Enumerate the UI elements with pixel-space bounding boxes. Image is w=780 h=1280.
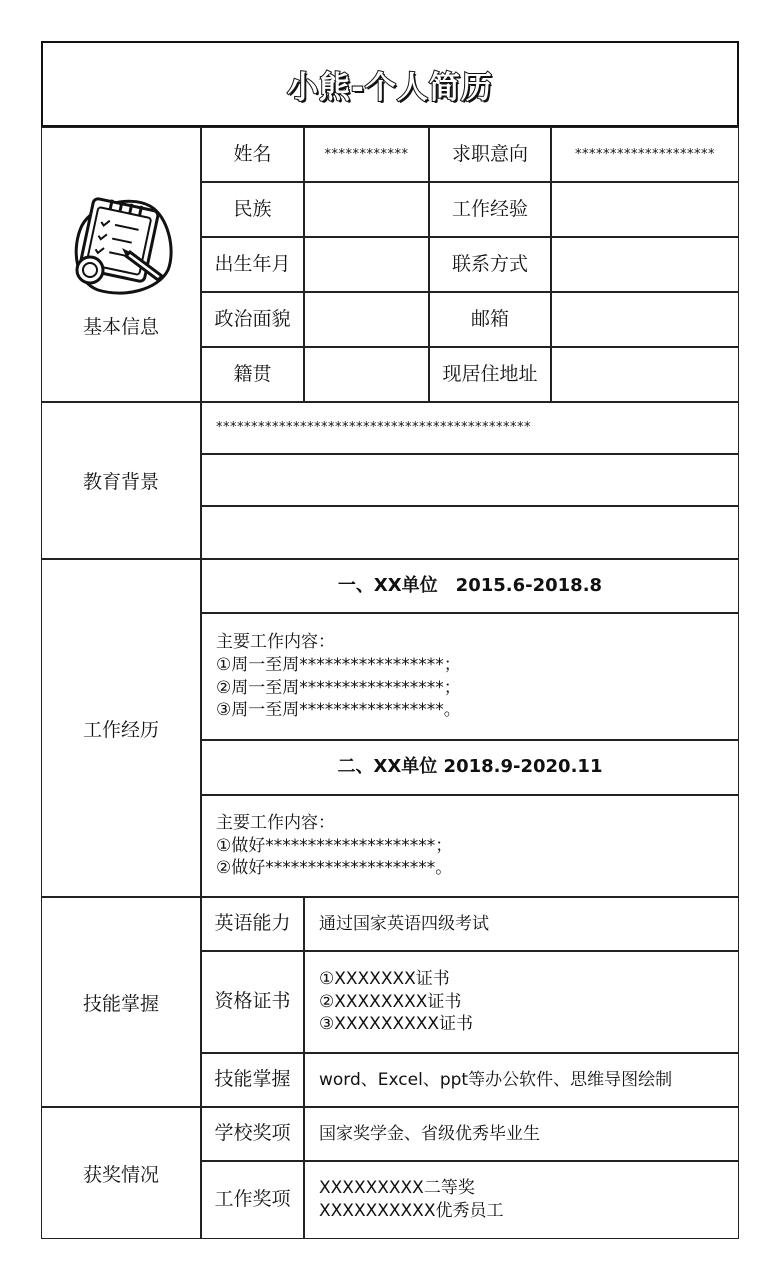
- political-status-value: [304, 292, 429, 347]
- address-label: 现居住地址: [429, 347, 551, 402]
- email-value: [551, 292, 739, 347]
- award-line: 国家奖学金、省级优秀毕业生: [319, 1123, 540, 1144]
- job-intention-label: 求职意向: [429, 127, 551, 182]
- work-history-label: 工作经历: [41, 559, 201, 897]
- name-label: 姓名: [201, 127, 304, 182]
- duty-line: 主要工作内容：: [216, 631, 335, 652]
- job-1-duties: [201, 613, 739, 740]
- duty-line: ②周一至周*****************；: [216, 677, 461, 698]
- certificates-value: [304, 951, 739, 1053]
- birth-date-label: 出生年月: [201, 237, 304, 292]
- contact-value: [551, 237, 739, 292]
- clipboard-checklist-icon: [66, 190, 176, 300]
- education-label: 教育背景: [41, 402, 201, 559]
- contact-label: 联系方式: [429, 237, 551, 292]
- job-1-header: 一、XX单位 2015.6-2018.8: [201, 559, 739, 613]
- job-2-duties: [201, 795, 739, 897]
- ethnicity-label: 民族: [201, 182, 304, 237]
- award-line: XXXXXXXXX二等奖: [319, 1178, 475, 1199]
- certificates-label: 资格证书: [201, 951, 304, 1053]
- duty-line: ②做好********************。: [216, 858, 453, 879]
- skill-line: word、Excel、ppt等办公软件、思维导图绘制: [319, 1069, 673, 1090]
- work-experience-value: [551, 182, 739, 237]
- job-2-header: 二、XX单位 2018.9-2020.11: [201, 740, 739, 795]
- skill-line: 通过国家英语四级考试: [319, 913, 489, 934]
- duty-line: ①周一至周*****************；: [216, 654, 461, 675]
- duty-line: ①做好********************；: [216, 835, 453, 856]
- work-awards-label: 工作奖项: [201, 1161, 304, 1239]
- certificate-line: ③XXXXXXXXX证书: [319, 1014, 474, 1035]
- certificate-line: ①XXXXXXX证书: [319, 968, 450, 989]
- birth-date-value: [304, 237, 429, 292]
- english-ability-value: [304, 897, 739, 951]
- resume-title: 小熊-个人简历: [287, 69, 493, 106]
- work-experience-label: 工作经验: [429, 182, 551, 237]
- address-value: [551, 347, 739, 402]
- education-row: [201, 506, 739, 559]
- school-awards-value: [304, 1107, 739, 1161]
- email-label: 邮箱: [429, 292, 551, 347]
- school-awards-label: 学校奖项: [201, 1107, 304, 1161]
- basic-info-label: 基本信息: [82, 316, 159, 338]
- political-status-label: 政治面貌: [201, 292, 304, 347]
- education-row: [201, 454, 739, 506]
- title-box: [41, 41, 739, 127]
- duty-line: 主要工作内容：: [216, 812, 335, 833]
- skills-mastery-label: 技能掌握: [201, 1053, 304, 1107]
- work-awards-value: [304, 1161, 739, 1239]
- award-line: XXXXXXXXXX优秀员工: [319, 1201, 504, 1221]
- english-ability-label: 英语能力: [201, 897, 304, 951]
- ethnicity-value: [304, 182, 429, 237]
- job-intention-value: ********************: [551, 127, 739, 182]
- duty-line: ③周一至周*****************。: [216, 700, 461, 721]
- certificate-line: ②XXXXXXXX证书: [319, 991, 462, 1012]
- skills-mastery-value: [304, 1053, 739, 1107]
- name-value: ************: [304, 127, 429, 182]
- skills-label: 技能掌握: [41, 897, 201, 1107]
- education-row: *********************************************: [201, 402, 739, 454]
- native-place-value: [304, 347, 429, 402]
- awards-label: 获奖情况: [41, 1107, 201, 1239]
- native-place-label: 籍贯: [201, 347, 304, 402]
